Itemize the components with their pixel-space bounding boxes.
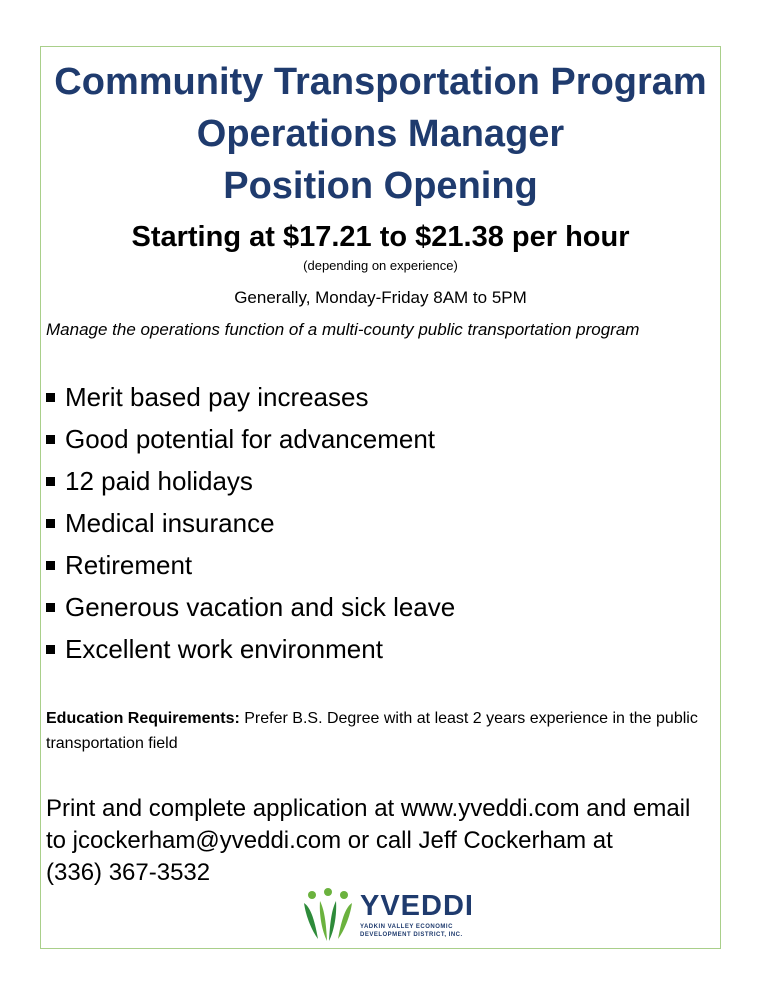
title-line-3: Position Opening <box>223 165 538 207</box>
bullet-icon <box>46 561 55 570</box>
benefit-text: Medical insurance <box>65 508 275 538</box>
logo-tagline <box>360 923 470 939</box>
benefit-text: 12 paid holidays <box>65 466 253 496</box>
list-item <box>46 544 455 586</box>
bullet-icon <box>46 477 55 486</box>
pay-note: (depending on experience) <box>303 258 458 273</box>
logo-tagline-line-2: DEVELOPMENT DISTRICT, INC. <box>360 932 463 938</box>
benefit-text: Generous vacation and sick leave <box>65 592 456 622</box>
benefit-text: Excellent work environment <box>65 634 383 664</box>
education-label: Education Requirements: <box>46 710 240 727</box>
list-item <box>46 502 455 544</box>
apply-instructions <box>46 793 716 889</box>
benefit-text: Retirement <box>65 550 193 580</box>
logo-wordmark: YVEDDI <box>360 890 474 922</box>
apply-line-1: Print and complete application at www.yveddi.com and email <box>46 795 691 822</box>
logo-tagline-line-1: YADKIN VALLEY ECONOMIC <box>360 924 453 930</box>
education-text: Prefer B.S. Degree with at least 2 years experience in the public transportation field <box>46 710 698 752</box>
pay-range: Starting at $17.21 to $21.38 per hour <box>131 221 630 253</box>
bullet-icon <box>46 603 55 612</box>
apply-line-2: to jcockerham@yveddi.com or call Jeff Cockerham at <box>46 827 613 854</box>
benefit-text: Merit based pay increases <box>65 382 369 412</box>
schedule: Generally, Monday-Friday 8AM to 5PM <box>234 288 527 307</box>
list-item <box>46 586 455 628</box>
list-item <box>46 460 455 502</box>
bullet-icon <box>46 435 55 444</box>
benefit-text: Good potential for advancement <box>65 424 436 454</box>
yveddi-logo <box>300 885 474 945</box>
bullet-icon <box>46 393 55 402</box>
bullet-icon <box>46 645 55 654</box>
list-item <box>46 628 455 670</box>
leaf-figures-icon <box>300 887 356 943</box>
apply-line-3: (336) 367-3532 <box>46 859 211 886</box>
benefits-list <box>46 376 455 670</box>
list-item <box>46 418 455 460</box>
list-item <box>46 376 455 418</box>
mission-statement: Manage the operations function of a multi-county public transportation program <box>46 320 640 339</box>
title-line-2: Operations Manager <box>196 113 565 155</box>
bullet-icon <box>46 519 55 528</box>
education-requirements <box>46 706 716 756</box>
title-line-1: Community Transportation Program <box>54 61 707 103</box>
